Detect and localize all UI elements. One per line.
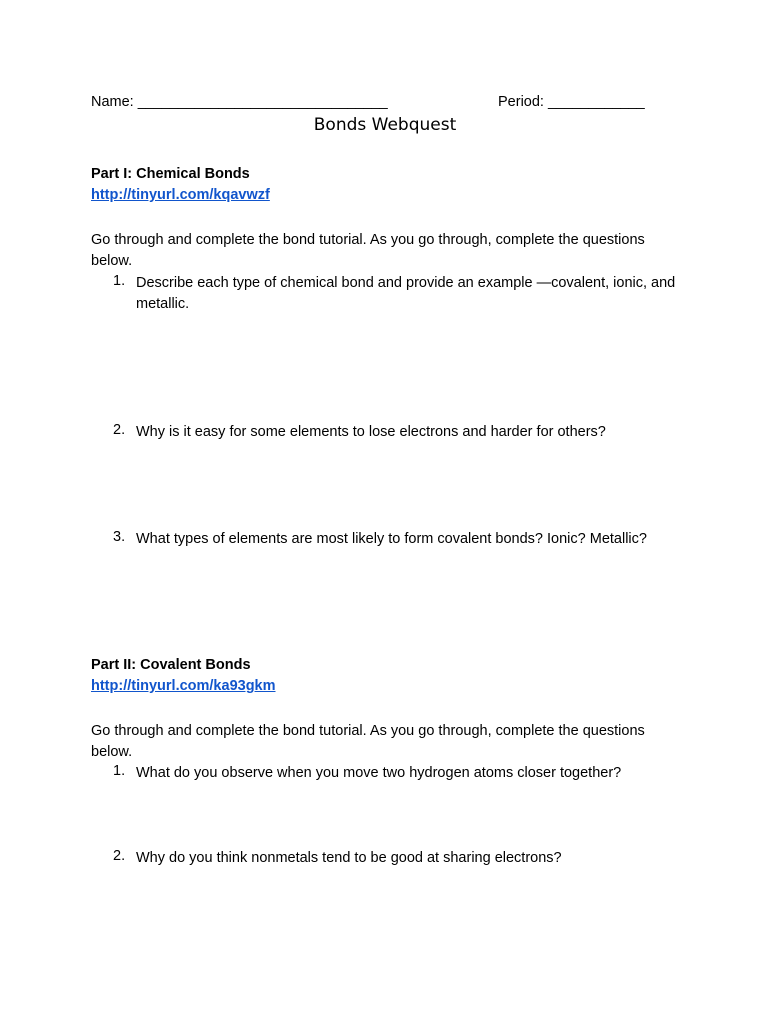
part2-question-1-number: 1. (113, 763, 126, 779)
part2-intro: Go through and complete the bond tutorial. As you go through, complete the questions below. (91, 723, 645, 760)
name-field-label: Name: _______________________________ (91, 94, 388, 110)
page-title: Bonds Webquest (313, 115, 457, 135)
period-field-label: Period: ____________ (498, 94, 645, 110)
part2-question-2: Why do you think nonmetals tend to be good at sharing electrons? (136, 850, 562, 866)
part1-link[interactable]: http://tinyurl.com/kqavwzf (91, 187, 270, 203)
part2-link[interactable]: http://tinyurl.com/ka93gkm (91, 678, 276, 694)
part2-question-2-number: 2. (113, 848, 126, 864)
part1-question-2-number: 2. (113, 422, 126, 438)
part1-heading: Part I: Chemical Bonds (91, 166, 250, 182)
part1-question-1: Describe each type of chemical bond and provide an example —covalent, ionic, and metallic. (136, 275, 676, 312)
part1-question-3: What types of elements are most likely to form covalent bonds? Ionic? Metallic? (136, 531, 647, 547)
part2-question-1: What do you observe when you move two hydrogen atoms closer together? (136, 765, 622, 781)
part1-question-1-number: 1. (113, 273, 126, 289)
part1-intro: Go through and complete the bond tutorial. As you go through, complete the questions below. (91, 232, 645, 269)
part1-question-3-number: 3. (113, 529, 126, 545)
part2-heading: Part II: Covalent Bonds (91, 657, 251, 673)
part1-question-2: Why is it easy for some elements to lose electrons and harder for others? (136, 424, 606, 440)
